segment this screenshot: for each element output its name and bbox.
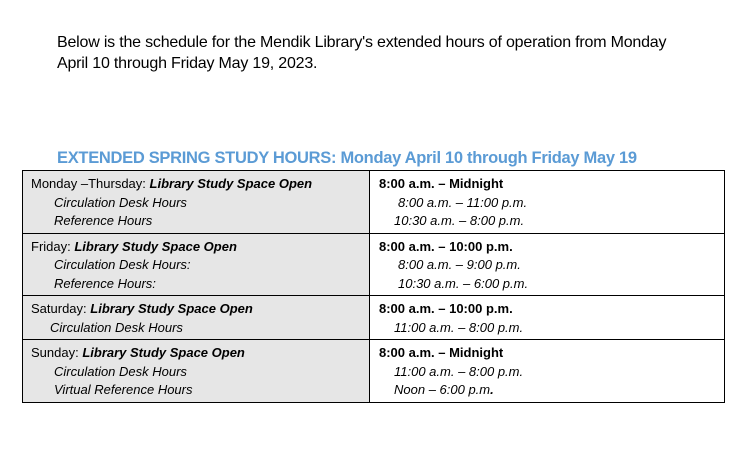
table-row-sunday [23, 340, 725, 403]
day-name: Saturday: [31, 301, 91, 316]
table-row-friday [23, 233, 725, 296]
circulation-label: Circulation Desk Hours [50, 319, 183, 335]
day-name: Monday –Thursday: [31, 176, 150, 191]
time-cell [370, 171, 725, 234]
intro-line-1: Below is the schedule for the Mendik Library's extended hours of operation from Monday [57, 34, 667, 51]
day-label-line [23, 344, 369, 363]
time-cell [370, 233, 725, 296]
time-cell [370, 296, 725, 340]
reference-time: 10:30 a.m. – 8:00 p.m. [394, 213, 525, 228]
day-name: Friday: [31, 238, 75, 254]
day-label-line [23, 238, 369, 257]
reference-time: 10:30 a.m. – 6:00 p.m. [398, 275, 529, 291]
circulation-label: Circulation Desk Hours [54, 194, 187, 210]
intro-line-2: April 10 through Friday May 19, 2023. [57, 55, 318, 72]
virtual-reference-time-text: Noon – 6:00 p.m [394, 382, 491, 397]
time-cell [370, 340, 725, 403]
hours-table [22, 170, 725, 403]
intro-paragraph [57, 32, 697, 74]
virtual-reference-time-period: . [490, 382, 494, 397]
schedule-heading: EXTENDED SPRING STUDY HOURS: Monday April 10 through Friday May 19 [57, 149, 637, 167]
day-cell [23, 340, 370, 403]
reference-label: Reference Hours [54, 213, 153, 228]
study-space-label: Library Study Space Open [74, 238, 237, 254]
reference-label: Reference Hours: [54, 275, 156, 291]
day-cell [23, 171, 370, 234]
study-space-time: 8:00 a.m. – 10:00 p.m. [379, 301, 513, 316]
day-label-line [23, 300, 369, 319]
study-space-label: Library Study Space Open [90, 301, 253, 316]
table-row-saturday [23, 296, 725, 340]
circulation-time: 8:00 a.m. – 9:00 p.m. [398, 257, 521, 272]
day-cell [23, 233, 370, 296]
virtual-reference-label: Virtual Reference Hours [54, 382, 193, 397]
study-space-time: 8:00 a.m. – Midnight [379, 176, 504, 191]
circulation-time: 8:00 a.m. – 11:00 p.m. [398, 194, 528, 210]
circulation-time: 11:00 a.m. – 8:00 p.m. [394, 319, 524, 335]
study-space-time: 8:00 a.m. – 10:00 p.m. [379, 238, 513, 254]
day-cell [23, 296, 370, 340]
circulation-label: Circulation Desk Hours: [54, 257, 191, 272]
day-label-line [23, 175, 369, 194]
circulation-label: Circulation Desk Hours [54, 363, 187, 379]
table-row-monday-thursday [23, 171, 725, 234]
study-space-label: Library Study Space Open [82, 345, 245, 360]
virtual-reference-time [370, 381, 724, 400]
study-space-time: 8:00 a.m. – Midnight [379, 345, 504, 360]
circulation-time: 11:00 a.m. – 8:00 p.m. [394, 363, 524, 379]
study-space-label: Library Study Space Open [149, 176, 313, 191]
day-name: Sunday: [31, 345, 83, 360]
